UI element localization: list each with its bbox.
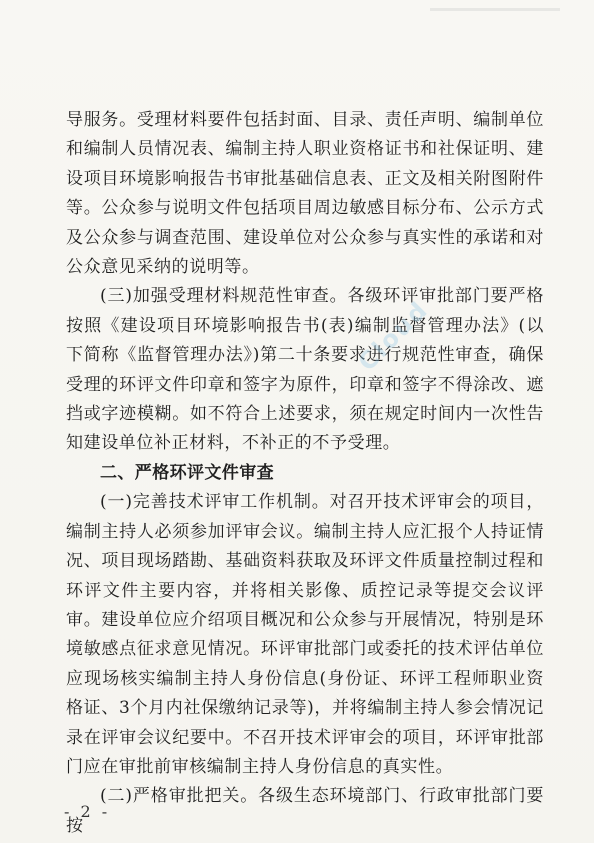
watermark: Cloud xyxy=(352,295,434,377)
paragraph-subsection-2: (二)严格审批把关。各级生态环境部门、行政审批部门要按 xyxy=(66,786,544,836)
paragraph-subsection-1: (一)完善技术评审工作机制。对召开技术评审会的项目，编制主持人必须参加评审会议。编制主持人应汇报个人持证情况、项目现场踏勘、基础资料获取及环评文件质量控制过程和环评文件主要内容，并将相关影像、质控记录等提交会议评审。建设单位应介绍项目概况和公众参与开展情况，特别是环境敏感点征求意见情况。环评审批部门或委托的技术评估单位应现场核实编制主持人身份信息(身份证、环评工程师职业资格证、3个月内社保缴纳记录等)，并将编制主持人参会情况记录在评审会议纪要中。不召开技术评审会的项目，环评审批部门应在审批前审核编制主持人身份信息的真实性。 xyxy=(66,492,544,777)
document-body xyxy=(66,106,544,841)
paragraph-continuation: 导服务。受理材料要件包括封面、目录、责任声明、编制单位和编制人员情况表、编制主持人职业资格证书和社保证明、建设项目环境影响报告书审批基础信息表、正文及相关附图附件等。公众参与说明文件包括项目周边敏感目标分布、公示方式及公众参与调查范围、建设单位对公众参与真实性的承诺和对公众意见采纳的说明等。 xyxy=(66,110,544,278)
paragraph-section-3: (三)加强受理材料规范性审查。各级环评审批部门要严格按照《建设项目环境影响报告书(表)编制监督管理办法》(以下简称《监督管理办法》)第二十条要求进行规范性审查，确保受理的环评文件印章和签字为原件，印章和签字不得涂改、遮挡或字迹模糊。如不符合上述要求，须在规定时间内一次性告知建设单位补正材料，不补正的不予受理。 xyxy=(66,286,544,454)
page-number: - 2 - xyxy=(64,802,111,821)
section-heading-2: 二、严格环评文件审查 xyxy=(100,462,274,483)
scan-artifact xyxy=(430,8,560,11)
